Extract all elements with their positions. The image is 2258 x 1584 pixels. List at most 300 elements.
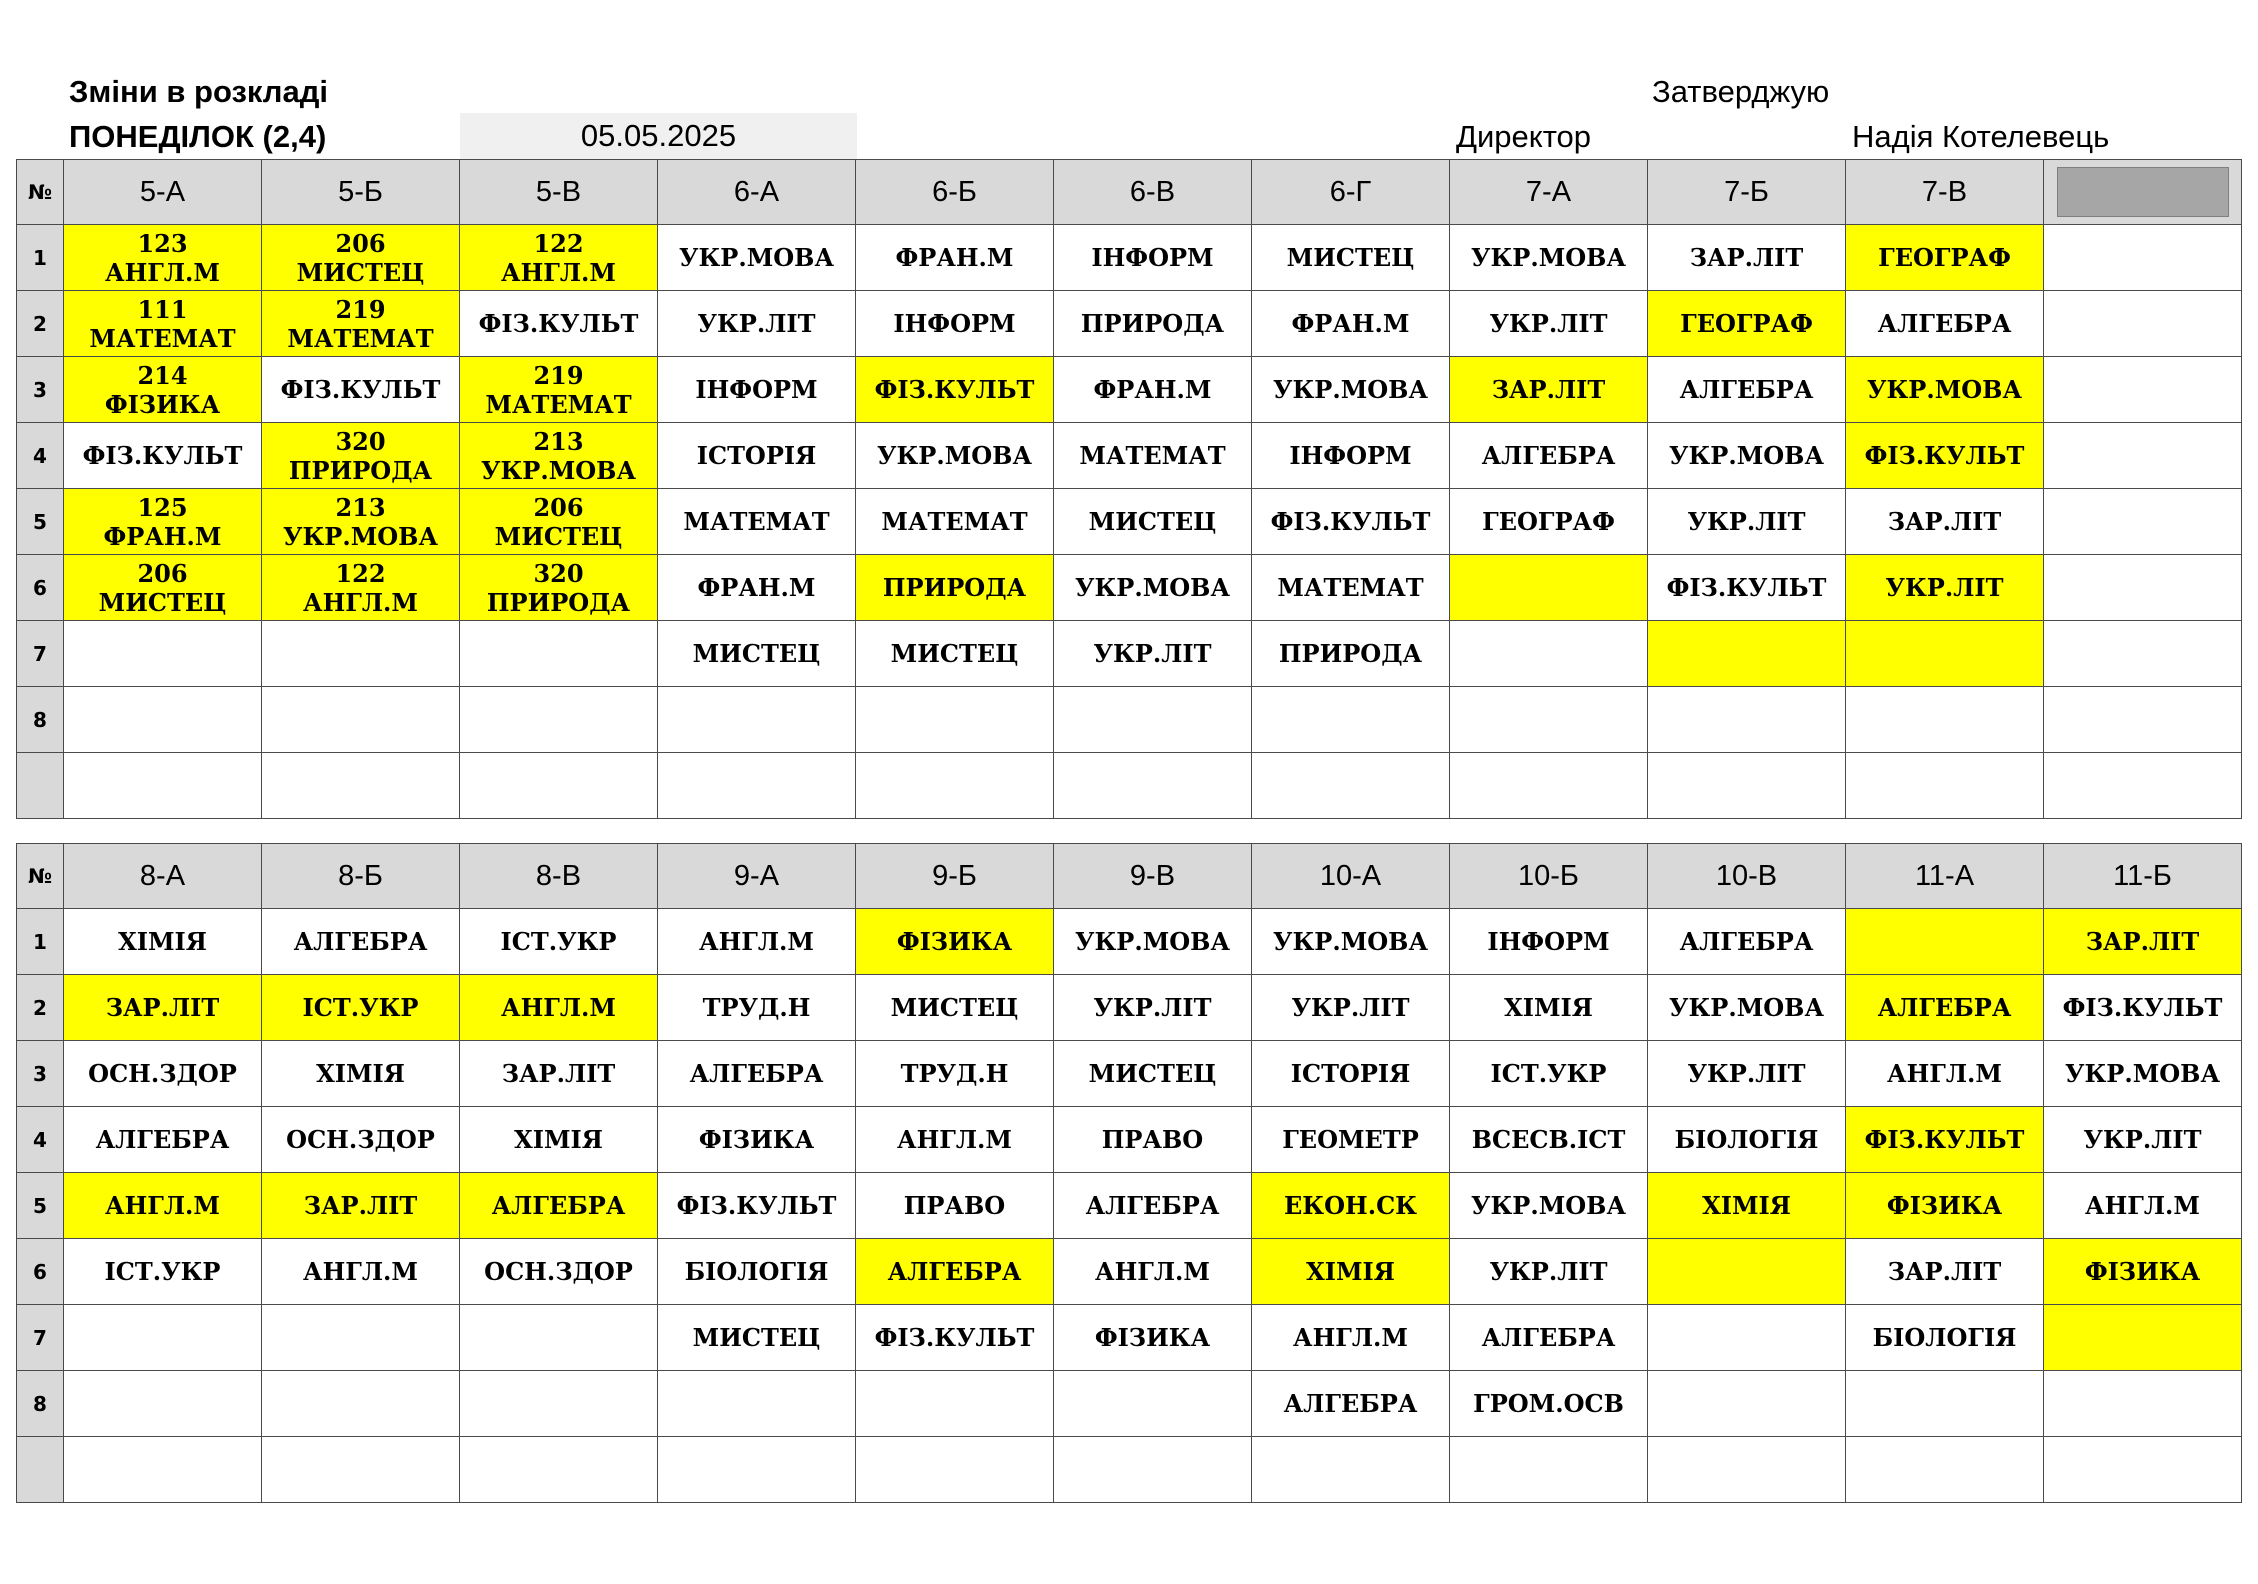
schedule-cell bbox=[1450, 1107, 1648, 1173]
subject-name: ФІЗИКА bbox=[896, 927, 1013, 956]
lesson-number bbox=[17, 753, 64, 819]
schedule-cell bbox=[262, 909, 460, 975]
schedule-cell bbox=[1846, 423, 2044, 489]
schedule-cell bbox=[658, 1107, 856, 1173]
subject-name: МИСТЕЦ bbox=[98, 587, 227, 617]
schedule-cell bbox=[1252, 291, 1450, 357]
schedule-cell bbox=[1054, 975, 1252, 1041]
subject-name: ІСТ.УКР bbox=[104, 1257, 221, 1286]
schedule-cell bbox=[1648, 975, 1846, 1041]
schedule-cell bbox=[1054, 909, 1252, 975]
schedule-cell bbox=[856, 753, 1054, 819]
subject-name: АНГЛ.М bbox=[105, 257, 220, 287]
subject-name: УКР.МОВА bbox=[1866, 375, 2022, 404]
class-header: 8-В bbox=[460, 844, 658, 909]
schedule-cell bbox=[856, 1041, 1054, 1107]
schedule-cell bbox=[1648, 753, 1846, 819]
room-number: 123 bbox=[137, 228, 188, 258]
schedule-cell bbox=[64, 489, 262, 555]
lesson-number: 6 bbox=[17, 1239, 64, 1305]
subject-name: ЕКОН.СК bbox=[1284, 1191, 1417, 1220]
schedule-cell bbox=[2044, 753, 2242, 819]
schedule-cell bbox=[1054, 1371, 1252, 1437]
schedule-cell bbox=[262, 423, 460, 489]
schedule-cell bbox=[64, 555, 262, 621]
schedule-cell bbox=[1450, 1305, 1648, 1371]
schedule-cell bbox=[856, 909, 1054, 975]
subject-name: МАТЕМАТ bbox=[485, 389, 632, 419]
schedule-cell bbox=[460, 753, 658, 819]
lesson-number: 2 bbox=[17, 291, 64, 357]
lesson-row bbox=[17, 753, 2242, 819]
class-header: 8-А bbox=[64, 844, 262, 909]
schedule-cell bbox=[1846, 753, 2044, 819]
schedule-cell bbox=[658, 975, 856, 1041]
subject-name: МИСТЕЦ bbox=[1088, 1059, 1217, 1088]
schedule-cell bbox=[1846, 1239, 2044, 1305]
schedule-cell bbox=[658, 753, 856, 819]
subject-name: АЛГЕБРА bbox=[1877, 993, 2012, 1022]
schedule-cell bbox=[460, 1305, 658, 1371]
schedule-cell bbox=[658, 1371, 856, 1437]
room-number: 219 bbox=[335, 294, 386, 324]
schedule-cell bbox=[1252, 1239, 1450, 1305]
schedule-cell bbox=[658, 357, 856, 423]
schedule-cell bbox=[658, 621, 856, 687]
subject-name: МИСТЕЦ bbox=[1286, 243, 1415, 272]
schedule-cell bbox=[1846, 225, 2044, 291]
subject-name: УКР.МОВА bbox=[1668, 441, 1824, 470]
subject-name: ОСН.ЗДОР bbox=[286, 1125, 435, 1154]
schedule-cell bbox=[1648, 621, 1846, 687]
lesson-row bbox=[17, 1173, 2242, 1239]
subject-name: МИСТЕЦ bbox=[890, 639, 1019, 668]
subject-name: АЛГЕБРА bbox=[1283, 1389, 1418, 1418]
schedule-cell bbox=[856, 1107, 1054, 1173]
lesson-number: 8 bbox=[17, 687, 64, 753]
schedule-cell bbox=[1450, 909, 1648, 975]
schedule-cell bbox=[64, 975, 262, 1041]
schedule-cell bbox=[1054, 753, 1252, 819]
schedule-cell bbox=[460, 1437, 658, 1503]
schedule-cell bbox=[460, 975, 658, 1041]
schedule-cell bbox=[1648, 1371, 1846, 1437]
room-number: 206 bbox=[137, 558, 188, 588]
schedule-cell bbox=[64, 1041, 262, 1107]
schedule-cell bbox=[1450, 357, 1648, 423]
lesson-number: 1 bbox=[17, 909, 64, 975]
class-header: 10-В bbox=[1648, 844, 1846, 909]
subject-name: УКР.МОВА bbox=[1470, 1191, 1626, 1220]
schedule-cell bbox=[1648, 1107, 1846, 1173]
schedule-cell bbox=[64, 1371, 262, 1437]
schedule-cell bbox=[262, 975, 460, 1041]
subject-name: ФРАН.М bbox=[895, 243, 1014, 272]
schedule-cell bbox=[1648, 687, 1846, 753]
schedule-cell bbox=[262, 555, 460, 621]
schedule-cell bbox=[1054, 291, 1252, 357]
subject-name: МАТЕМАТ bbox=[89, 323, 236, 353]
subject-name: ОСН.ЗДОР bbox=[88, 1059, 237, 1088]
subject-name: ЗАР.ЛІТ bbox=[1887, 507, 2002, 536]
schedule-cell bbox=[2044, 1305, 2242, 1371]
schedule-cell bbox=[1450, 753, 1648, 819]
subject-name: УКР.МОВА bbox=[1470, 243, 1626, 272]
schedule-cell bbox=[856, 423, 1054, 489]
subject-name: ІНФОРМ bbox=[1487, 927, 1610, 956]
subject-name: ІНФОРМ bbox=[1091, 243, 1214, 272]
subject-name: ХІМІЯ bbox=[1306, 1257, 1395, 1286]
subject-name: АЛГЕБРА bbox=[1679, 375, 1814, 404]
lesson-row bbox=[17, 357, 2242, 423]
subject-name: АЛГЕБРА bbox=[95, 1125, 230, 1154]
schedule-table-bottom bbox=[16, 843, 2242, 1503]
schedule-cell bbox=[460, 555, 658, 621]
subject-name: ІНФОРМ bbox=[893, 309, 1016, 338]
schedule-cell bbox=[2044, 1173, 2242, 1239]
schedule-cell bbox=[262, 357, 460, 423]
schedule-cell bbox=[460, 489, 658, 555]
schedule-cell bbox=[262, 1107, 460, 1173]
schedule-cell bbox=[1450, 489, 1648, 555]
subject-name: АЛГЕБРА bbox=[887, 1257, 1022, 1286]
schedule-cell bbox=[64, 687, 262, 753]
schedule-cell bbox=[1450, 1371, 1648, 1437]
lesson-number: 7 bbox=[17, 1305, 64, 1371]
schedule-cell bbox=[262, 1371, 460, 1437]
schedule-cell bbox=[1648, 489, 1846, 555]
class-header: 6-Б bbox=[856, 160, 1054, 225]
schedule-cell bbox=[64, 225, 262, 291]
subject-name: ПРАВО bbox=[903, 1191, 1006, 1220]
subject-name: ХІМІЯ bbox=[514, 1125, 603, 1154]
subject-name: МАТЕМАТ bbox=[287, 323, 434, 353]
schedule-cell bbox=[64, 1305, 262, 1371]
schedule-cell bbox=[658, 909, 856, 975]
schedule-cell bbox=[1054, 1437, 1252, 1503]
room-number: 125 bbox=[137, 492, 188, 522]
schedule-cell bbox=[1054, 687, 1252, 753]
schedule-cell bbox=[262, 687, 460, 753]
schedule-cell bbox=[1648, 555, 1846, 621]
schedule-cell bbox=[1450, 225, 1648, 291]
subject-name: БІОЛОГІЯ bbox=[1872, 1323, 2017, 1352]
schedule-cell bbox=[2044, 489, 2242, 555]
schedule-cell bbox=[460, 225, 658, 291]
schedule-cell bbox=[64, 621, 262, 687]
page-title: Зміни в розкладі bbox=[69, 74, 329, 109]
subject-name: ЗАР.ЛІТ bbox=[501, 1059, 616, 1088]
schedule-cell bbox=[64, 909, 262, 975]
schedule-cell bbox=[1846, 975, 2044, 1041]
subject-name: ПРИРОДА bbox=[1278, 639, 1423, 668]
class-header: 9-Б bbox=[856, 844, 1054, 909]
class-header: 5-А bbox=[64, 160, 262, 225]
schedule-cell bbox=[460, 1107, 658, 1173]
schedule-cell bbox=[856, 489, 1054, 555]
subject-name: АЛГЕБРА bbox=[1877, 309, 2012, 338]
schedule-cell bbox=[1054, 555, 1252, 621]
subject-name: БІОЛОГІЯ bbox=[1674, 1125, 1819, 1154]
lesson-number: 6 bbox=[17, 555, 64, 621]
schedule-cell bbox=[856, 357, 1054, 423]
subject-name: УКР.ЛІТ bbox=[697, 309, 816, 338]
subject-name: ГЕОГРАФ bbox=[1482, 507, 1615, 536]
schedule-cell bbox=[1054, 1239, 1252, 1305]
lesson-number: 4 bbox=[17, 1107, 64, 1173]
subject-name: ЗАР.ЛІТ bbox=[303, 1191, 418, 1220]
lesson-row bbox=[17, 975, 2242, 1041]
room-number: 111 bbox=[137, 294, 188, 324]
subject-name: АЛГЕБРА bbox=[689, 1059, 824, 1088]
class-header: 10-А bbox=[1252, 844, 1450, 909]
lesson-number: 7 bbox=[17, 621, 64, 687]
class-header: 5-Б bbox=[262, 160, 460, 225]
subject-name: ЗАР.ЛІТ bbox=[1491, 375, 1606, 404]
subject-name: ФІЗ.КУЛЬТ bbox=[280, 375, 441, 404]
schedule-cell bbox=[262, 1173, 460, 1239]
class-header: 7-А bbox=[1450, 160, 1648, 225]
schedule-cell bbox=[1054, 225, 1252, 291]
subject-name: БІОЛОГІЯ bbox=[684, 1257, 829, 1286]
empty-header-box bbox=[2057, 167, 2229, 217]
class-header-row bbox=[17, 160, 2242, 225]
schedule-cell bbox=[856, 621, 1054, 687]
subject-name: АНГЛ.М bbox=[1293, 1323, 1408, 1352]
subject-name: УКР.ЛІТ bbox=[2083, 1125, 2202, 1154]
schedule-cell bbox=[2044, 1041, 2242, 1107]
subject-name: АНГЛ.М bbox=[699, 927, 814, 956]
subject-name: УКР.МОВА bbox=[480, 455, 636, 485]
schedule-cell bbox=[64, 291, 262, 357]
lesson-number: 5 bbox=[17, 489, 64, 555]
schedule-cell bbox=[2044, 225, 2242, 291]
schedule-cell bbox=[1252, 687, 1450, 753]
schedule-cell bbox=[658, 1173, 856, 1239]
room-number: 214 bbox=[137, 360, 188, 390]
subject-name: УКР.ЛІТ bbox=[1687, 1059, 1806, 1088]
schedule-cell bbox=[1846, 489, 2044, 555]
schedule-cell bbox=[856, 555, 1054, 621]
class-header: 11-Б bbox=[2044, 844, 2242, 909]
schedule-cell bbox=[1648, 423, 1846, 489]
schedule-cell bbox=[64, 1173, 262, 1239]
schedule-cell bbox=[1648, 291, 1846, 357]
schedule-cell bbox=[1450, 687, 1648, 753]
subject-name: ОСН.ЗДОР bbox=[484, 1257, 633, 1286]
schedule-cell bbox=[658, 423, 856, 489]
schedule-cell bbox=[1648, 1437, 1846, 1503]
schedule-cell bbox=[856, 1437, 1054, 1503]
subject-name: АЛГЕБРА bbox=[1481, 1323, 1616, 1352]
schedule-cell bbox=[262, 621, 460, 687]
schedule-cell bbox=[1252, 555, 1450, 621]
subject-name: МИСТЕЦ bbox=[890, 993, 1019, 1022]
subject-name: УКР.ЛІТ bbox=[1093, 639, 1212, 668]
schedule-cell bbox=[1252, 975, 1450, 1041]
class-header: 10-Б bbox=[1450, 844, 1648, 909]
director-label: Директор bbox=[1456, 119, 1592, 154]
schedule-cell bbox=[1846, 687, 2044, 753]
class-header: 8-Б bbox=[262, 844, 460, 909]
class-header: 6-Г bbox=[1252, 160, 1450, 225]
subject-name: ФІЗ.КУЛЬТ bbox=[1864, 1125, 2025, 1154]
subject-name: УКР.МОВА bbox=[1074, 573, 1230, 602]
schedule-cell bbox=[2044, 1437, 2242, 1503]
schedule-cell bbox=[1252, 1107, 1450, 1173]
subject-name: ФІЗ.КУЛЬТ bbox=[1270, 507, 1431, 536]
room-number: 122 bbox=[335, 558, 386, 588]
subject-name: ФІЗ.КУЛЬТ bbox=[2062, 993, 2223, 1022]
schedule-cell bbox=[1846, 621, 2044, 687]
subject-name: АНГЛ.М bbox=[303, 587, 418, 617]
class-header: 6-А bbox=[658, 160, 856, 225]
schedule-cell bbox=[460, 291, 658, 357]
schedule-cell bbox=[1252, 1305, 1450, 1371]
schedule-cell bbox=[1252, 489, 1450, 555]
subject-name: АНГЛ.М bbox=[897, 1125, 1012, 1154]
schedule-cell bbox=[1252, 1173, 1450, 1239]
room-number: 213 bbox=[533, 426, 584, 456]
room-number: 122 bbox=[533, 228, 584, 258]
schedule-cell bbox=[1846, 1173, 2044, 1239]
subject-name: АЛГЕБРА bbox=[1679, 927, 1814, 956]
schedule-cell bbox=[460, 621, 658, 687]
schedule-cell bbox=[1846, 1371, 2044, 1437]
room-number: 206 bbox=[335, 228, 386, 258]
schedule-cell bbox=[856, 1239, 1054, 1305]
lesson-number: 5 bbox=[17, 1173, 64, 1239]
class-header: 9-А bbox=[658, 844, 856, 909]
director-name: Надія Котелевець bbox=[1852, 119, 2110, 154]
schedule-cell bbox=[460, 1041, 658, 1107]
subject-name: ПРИРОДА bbox=[882, 573, 1027, 602]
schedule-table-top bbox=[16, 159, 2242, 819]
room-number: 219 bbox=[533, 360, 584, 390]
subject-name: УКР.МОВА bbox=[282, 521, 438, 551]
subject-name: МАТЕМАТ bbox=[881, 507, 1028, 536]
subject-name: АНГЛ.М bbox=[303, 1257, 418, 1286]
subject-name: МАТЕМАТ bbox=[1277, 573, 1424, 602]
lesson-row bbox=[17, 1107, 2242, 1173]
subject-name: ПРИРОДА bbox=[1080, 309, 1225, 338]
room-number: 213 bbox=[335, 492, 386, 522]
subject-name: УКР.МОВА bbox=[1272, 927, 1428, 956]
schedule-cell bbox=[658, 1305, 856, 1371]
lesson-row bbox=[17, 1239, 2242, 1305]
subject-name: УКР.ЛІТ bbox=[1093, 993, 1212, 1022]
schedule-cell bbox=[64, 1239, 262, 1305]
subject-name: АНГЛ.М bbox=[1887, 1059, 2002, 1088]
schedule-cell bbox=[2044, 357, 2242, 423]
schedule-cell bbox=[64, 357, 262, 423]
subject-name: ФІЗИКА bbox=[104, 389, 221, 419]
subject-name: ПРИРОДА bbox=[288, 455, 433, 485]
subject-name: ТРУД.Н bbox=[900, 1059, 1009, 1088]
subject-name: АЛГЕБРА bbox=[1085, 1191, 1220, 1220]
subject-name: ПРИРОДА bbox=[486, 587, 631, 617]
schedule-cell bbox=[2044, 291, 2242, 357]
subject-name: АНГЛ.М bbox=[105, 1191, 220, 1220]
subject-name: ІСТ.УКР bbox=[500, 927, 617, 956]
subject-name: УКР.МОВА bbox=[2064, 1059, 2220, 1088]
schedule-cell bbox=[1252, 357, 1450, 423]
room-number: 320 bbox=[335, 426, 386, 456]
schedule-cell bbox=[1648, 1239, 1846, 1305]
schedule-cell bbox=[2044, 423, 2242, 489]
subject-name: МИСТЕЦ bbox=[296, 257, 425, 287]
schedule-cell bbox=[64, 1107, 262, 1173]
schedule-cell bbox=[460, 909, 658, 975]
subject-name: ФІЗ.КУЛЬТ bbox=[478, 309, 639, 338]
schedule-cell bbox=[460, 357, 658, 423]
subject-name: ІНФОРМ bbox=[1289, 441, 1412, 470]
schedule-cell bbox=[460, 423, 658, 489]
schedule-cell bbox=[262, 1041, 460, 1107]
day-label: ПОНЕДІЛОК (2,4) bbox=[69, 119, 327, 154]
subject-name: ІСТ.УКР bbox=[1490, 1059, 1607, 1088]
schedule-cell bbox=[262, 1437, 460, 1503]
schedule-cell bbox=[1252, 1041, 1450, 1107]
schedule-cell bbox=[1846, 1041, 2044, 1107]
schedule-cell bbox=[658, 291, 856, 357]
class-header bbox=[2044, 160, 2242, 225]
schedule-cell bbox=[1846, 555, 2044, 621]
subject-name: УКР.ЛІТ bbox=[1489, 309, 1608, 338]
schedule-cell bbox=[1450, 621, 1648, 687]
schedule-cell bbox=[1054, 621, 1252, 687]
schedule-cell bbox=[1846, 1107, 2044, 1173]
lesson-row bbox=[17, 1041, 2242, 1107]
lesson-number: 1 bbox=[17, 225, 64, 291]
subject-name: ФІЗ.КУЛЬТ bbox=[1864, 441, 2025, 470]
subject-name: ХІМІЯ bbox=[1702, 1191, 1791, 1220]
subject-name: АЛГЕБРА bbox=[1481, 441, 1616, 470]
schedule-cell bbox=[1450, 1173, 1648, 1239]
schedule-cell bbox=[1054, 1041, 1252, 1107]
subject-name: УКР.МОВА bbox=[1668, 993, 1824, 1022]
schedule-cell bbox=[262, 753, 460, 819]
subject-name: ФІЗ.КУЛЬТ bbox=[1666, 573, 1827, 602]
subject-name: ФІЗИКА bbox=[2084, 1257, 2201, 1286]
schedule-cell bbox=[1054, 1173, 1252, 1239]
subject-name: ХІМІЯ bbox=[1504, 993, 1593, 1022]
subject-name: ЗАР.ЛІТ bbox=[105, 993, 220, 1022]
schedule-cell bbox=[1252, 1371, 1450, 1437]
schedule-cell bbox=[856, 291, 1054, 357]
schedule-cell bbox=[1054, 1305, 1252, 1371]
lesson-row bbox=[17, 1305, 2242, 1371]
schedule-cell bbox=[658, 225, 856, 291]
schedule-cell bbox=[460, 1173, 658, 1239]
schedule-cell bbox=[1648, 225, 1846, 291]
lesson-number bbox=[17, 1437, 64, 1503]
subject-name: ЗАР.ЛІТ bbox=[1689, 243, 1804, 272]
schedule-cell bbox=[1450, 1437, 1648, 1503]
subject-name: ТРУД.Н bbox=[702, 993, 811, 1022]
subject-name: ЗАР.ЛІТ bbox=[2085, 927, 2200, 956]
subject-name: АЛГЕБРА bbox=[491, 1191, 626, 1220]
lesson-row bbox=[17, 687, 2242, 753]
class-header: 6-В bbox=[1054, 160, 1252, 225]
schedule-cell bbox=[1450, 1041, 1648, 1107]
schedule-cell bbox=[2044, 555, 2242, 621]
schedule-cell bbox=[1846, 291, 2044, 357]
subject-name: ФРАН.М bbox=[697, 573, 816, 602]
schedule-cell bbox=[1054, 489, 1252, 555]
subject-name: ФІЗ.КУЛЬТ bbox=[82, 441, 243, 470]
subject-name: АНГЛ.М bbox=[2085, 1191, 2200, 1220]
